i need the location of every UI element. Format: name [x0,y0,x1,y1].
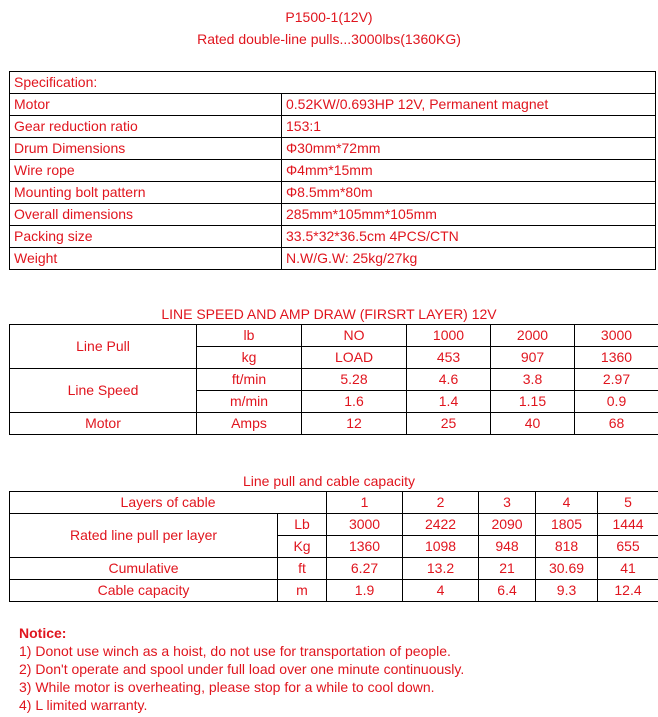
lb-unit: Lb [278,514,327,536]
kg-unit: Kg [278,536,327,558]
line-pull-lb-row [10,325,658,347]
motor-amps-row [10,413,658,435]
capacity-label: Cable capacity [10,580,278,602]
table-cell: 2.97 [575,369,658,391]
specification-table [9,71,656,270]
table-cell: 3 [479,492,536,514]
cable-capacity-title: Line pull and cable capacity [242,473,415,489]
table-cell: 3000 [575,325,658,347]
notice-item: 4) L limited warranty. [19,697,148,713]
table-cell: 5.28 [302,369,407,391]
spec-row [10,204,656,226]
ftmin-unit: ft/min [197,369,302,391]
rated-lb-row [10,514,658,536]
m-unit: m [278,580,327,602]
table-cell: 13.2 [403,558,479,580]
spec-label: Packing size [10,226,282,248]
table-cell: 3.8 [491,369,575,391]
spec-value: 33.5*32*36.5cm 4PCS/CTN [282,226,656,248]
table-cell: 948 [479,536,536,558]
table-cell: 4.6 [407,369,491,391]
line-speed-ftmin-row [10,369,658,391]
table-cell: 40 [491,413,575,435]
spec-value: Φ30mm*72mm [282,138,656,160]
spec-value: Φ4mm*15mm [282,160,656,182]
spec-row [10,138,656,160]
table-cell: 5 [598,492,658,514]
table-cell: 9.3 [536,580,598,602]
line-speed-label: Line Speed [10,369,197,413]
kg-unit: kg [197,347,302,369]
table-cell: NO [302,325,407,347]
table-cell: 3000 [327,514,403,536]
spec-row [10,182,656,204]
table-cell: 2422 [403,514,479,536]
table-cell: 12 [302,413,407,435]
table-cell: 1.6 [302,391,407,413]
table-cell: 1.4 [407,391,491,413]
table-cell: 21 [479,558,536,580]
notice-item: 2) Don't operate and spool under full load over one minute continuously. [19,661,465,677]
spec-label: Weight [10,248,282,270]
cumulative-label: Cumulative [10,558,278,580]
spec-row [10,226,656,248]
layers-label: Layers of cable [10,492,327,514]
mmin-unit: m/min [197,391,302,413]
spec-heading-row [10,72,656,94]
spec-row [10,248,656,270]
line-pull-label: Line Pull [10,325,197,369]
table-cell: 30.69 [536,558,598,580]
table-cell: 818 [536,536,598,558]
cumulative-row [10,558,658,580]
line-speed-table [9,324,658,435]
table-cell: 1.15 [491,391,575,413]
table-cell: 1.9 [327,580,403,602]
spec-label: Drum Dimensions [10,138,282,160]
spec-label: Gear reduction ratio [10,116,282,138]
spec-label: Overall dimensions [10,204,282,226]
table-cell: 6.27 [327,558,403,580]
notice-title: Notice: [19,625,67,641]
table-cell: 25 [407,413,491,435]
table-cell: 12.4 [598,580,658,602]
table-cell: 41 [598,558,658,580]
rated-pull-subtitle: Rated double-line pulls...3000lbs(1360KG) [197,31,461,47]
rated-label: Rated line pull per layer [10,514,278,558]
table-cell: 2000 [491,325,575,347]
ft-unit: ft [278,558,327,580]
spec-row [10,160,656,182]
line-speed-title: LINE SPEED AND AMP DRAW (FIRSRT LAYER) 12V [161,306,497,322]
notice-item: 1) Donot use winch as a hoist, do not use for transportation of people. [19,643,451,659]
table-cell: 1360 [327,536,403,558]
cable-capacity-table [9,491,658,602]
spec-value: Φ8.5mm*80m [282,182,656,204]
notice-section [19,624,649,714]
table-cell: 1805 [536,514,598,536]
table-cell: 2 [403,492,479,514]
layers-row [10,492,658,514]
spec-value: 285mm*105mm*105mm [282,204,656,226]
motor-label: Motor [10,413,197,435]
table-cell: 6.4 [479,580,536,602]
table-cell: 4 [536,492,598,514]
lb-unit: lb [197,325,302,347]
table-cell: 68 [575,413,658,435]
table-cell: 1000 [407,325,491,347]
model-title: P1500-1(12V) [285,9,373,25]
table-cell: 655 [598,536,658,558]
amps-unit: Amps [197,413,302,435]
spec-value: 0.52KW/0.693HP 12V, Permanent magnet [282,94,656,116]
spec-value: N.W/G.W: 25kg/27kg [282,248,656,270]
spec-row [10,94,656,116]
spec-value: 153:1 [282,116,656,138]
table-cell: 4 [403,580,479,602]
notice-item: 3) While motor is overheating, please stop for a while to cool down. [19,679,435,695]
table-cell: 1 [327,492,403,514]
capacity-row [10,580,658,602]
spec-label: Motor [10,94,282,116]
table-cell: 1360 [575,347,658,369]
spec-heading: Specification: [10,72,656,94]
table-cell: 1098 [403,536,479,558]
table-cell: 907 [491,347,575,369]
table-cell: 1444 [598,514,658,536]
table-cell: 0.9 [575,391,658,413]
table-cell: LOAD [302,347,407,369]
table-cell: 453 [407,347,491,369]
spec-label: Wire rope [10,160,282,182]
spec-label: Mounting bolt pattern [10,182,282,204]
spec-row [10,116,656,138]
table-cell: 2090 [479,514,536,536]
